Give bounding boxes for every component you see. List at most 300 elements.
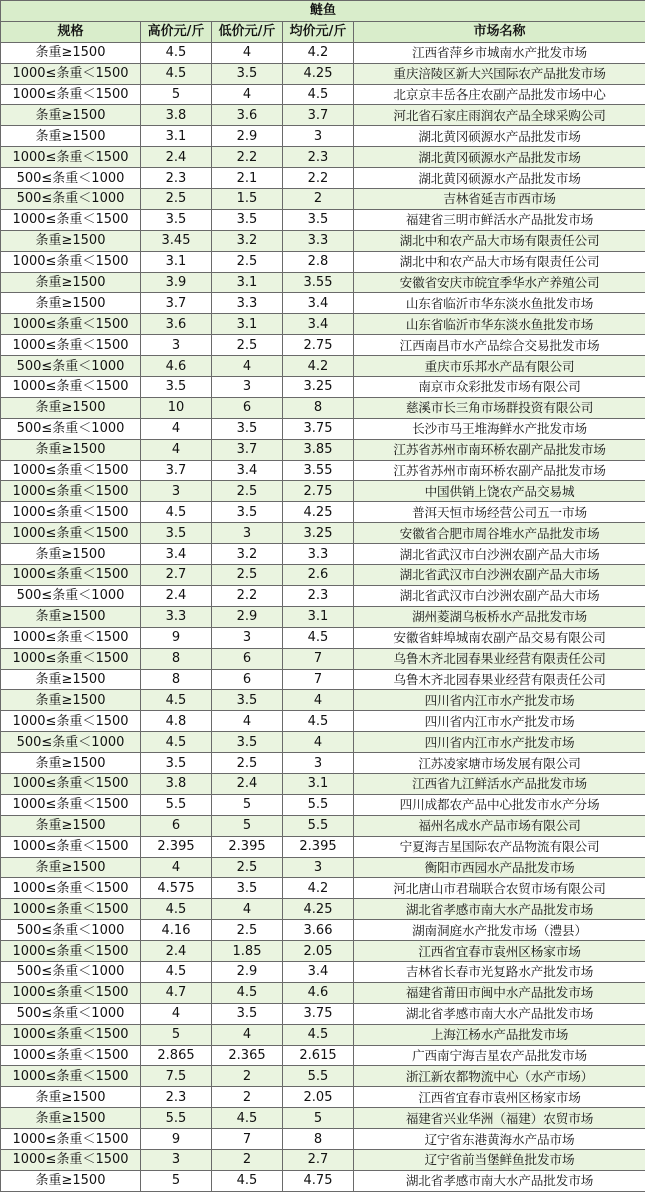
avg-price-cell: 3.4 (283, 961, 354, 982)
high-price-cell: 4 (141, 857, 212, 878)
avg-price-cell: 3.55 (283, 460, 354, 481)
high-price-cell: 4.7 (141, 982, 212, 1003)
avg-price-cell: 2.05 (283, 941, 354, 962)
market-name-cell: 湖北省孝感市南大水产品批发市场 (354, 899, 645, 920)
spec-cell: 500≤条重＜1000 (1, 168, 141, 189)
market-name-cell: 安徽省安庆市皖宜季华水产养殖公司 (354, 272, 645, 293)
table-row (1, 1129, 645, 1150)
low-price-cell: 2.5 (212, 857, 283, 878)
table-row (1, 356, 645, 377)
spec-cell: 1000≤条重＜1500 (1, 460, 141, 481)
market-name-cell: 湖北省武汉市白沙洲农副产品大市场 (354, 565, 645, 586)
header-high-price: 高价元/斤 (141, 21, 212, 42)
spec-cell: 1000≤条重＜1500 (1, 502, 141, 523)
avg-price-cell: 2.8 (283, 251, 354, 272)
avg-price-cell: 3.7 (283, 105, 354, 126)
low-price-cell: 3 (212, 627, 283, 648)
avg-price-cell: 2.615 (283, 1045, 354, 1066)
avg-price-cell: 3.4 (283, 293, 354, 314)
high-price-cell: 6 (141, 815, 212, 836)
avg-price-cell: 2 (283, 189, 354, 210)
high-price-cell: 2.865 (141, 1045, 212, 1066)
low-price-cell: 4.5 (212, 1108, 283, 1129)
high-price-cell: 4.5 (141, 690, 212, 711)
table-row (1, 773, 645, 794)
market-name-cell: 四川省内江市水产批发市场 (354, 732, 645, 753)
high-price-cell: 10 (141, 397, 212, 418)
spec-cell: 条重≥1500 (1, 815, 141, 836)
low-price-cell: 2.5 (212, 335, 283, 356)
table-row (1, 377, 645, 398)
table-row (1, 565, 645, 586)
avg-price-cell: 3.1 (283, 606, 354, 627)
avg-price-cell: 2.3 (283, 585, 354, 606)
high-price-cell: 7.5 (141, 1066, 212, 1087)
spec-cell: 条重≥1500 (1, 606, 141, 627)
spec-cell: 1000≤条重＜1500 (1, 377, 141, 398)
high-price-cell: 2.4 (141, 941, 212, 962)
avg-price-cell: 3.3 (283, 230, 354, 251)
low-price-cell: 4 (212, 84, 283, 105)
table-row (1, 899, 645, 920)
table-row (1, 669, 645, 690)
market-name-cell: 江西省宜春市袁州区杨家市场 (354, 1087, 645, 1108)
high-price-cell: 3.8 (141, 773, 212, 794)
spec-cell: 1000≤条重＜1500 (1, 1149, 141, 1170)
low-price-cell: 3.5 (212, 502, 283, 523)
high-price-cell: 2.5 (141, 189, 212, 210)
avg-price-cell: 4.5 (283, 711, 354, 732)
market-name-cell: 乌鲁木齐北园春果业经营有限责任公司 (354, 669, 645, 690)
high-price-cell: 4.6 (141, 356, 212, 377)
market-name-cell: 南京市众彩批发市场有限公司 (354, 377, 645, 398)
low-price-cell: 4 (212, 899, 283, 920)
avg-price-cell: 2.2 (283, 168, 354, 189)
spec-cell: 500≤条重＜1000 (1, 418, 141, 439)
spec-cell: 条重≥1500 (1, 753, 141, 774)
low-price-cell: 3.1 (212, 314, 283, 335)
avg-price-cell: 3.75 (283, 1003, 354, 1024)
high-price-cell: 4.5 (141, 502, 212, 523)
high-price-cell: 3.3 (141, 606, 212, 627)
low-price-cell: 3.5 (212, 209, 283, 230)
low-price-cell: 7 (212, 1129, 283, 1150)
market-name-cell: 安徽省蚌埠城南农副产品交易有限公司 (354, 627, 645, 648)
high-price-cell: 3.5 (141, 753, 212, 774)
spec-cell: 条重≥1500 (1, 126, 141, 147)
spec-cell: 1000≤条重＜1500 (1, 565, 141, 586)
table-row (1, 920, 645, 941)
low-price-cell: 3 (212, 523, 283, 544)
avg-price-cell: 4.75 (283, 1170, 354, 1191)
market-name-cell: 浙江新农都物流中心（水产市场） (354, 1066, 645, 1087)
low-price-cell: 3.5 (212, 732, 283, 753)
avg-price-cell: 3.4 (283, 314, 354, 335)
high-price-cell: 2.4 (141, 147, 212, 168)
table-row (1, 794, 645, 815)
market-name-cell: 长沙市马王堆海鲜水产批发市场 (354, 418, 645, 439)
spec-cell: 1000≤条重＜1500 (1, 1045, 141, 1066)
low-price-cell: 4 (212, 42, 283, 63)
high-price-cell: 4.575 (141, 878, 212, 899)
avg-price-cell: 2.6 (283, 565, 354, 586)
avg-price-cell: 3.3 (283, 544, 354, 565)
spec-cell: 1000≤条重＜1500 (1, 481, 141, 502)
spec-cell: 条重≥1500 (1, 544, 141, 565)
market-name-cell: 四川省内江市水产批发市场 (354, 690, 645, 711)
spec-cell: 1000≤条重＜1500 (1, 335, 141, 356)
avg-price-cell: 4.5 (283, 1024, 354, 1045)
table-row (1, 982, 645, 1003)
table-row (1, 1108, 645, 1129)
spec-cell: 1000≤条重＜1500 (1, 878, 141, 899)
avg-price-cell: 4 (283, 690, 354, 711)
market-name-cell: 宁夏海吉星国际农产品物流有限公司 (354, 836, 645, 857)
market-name-cell: 江西省宜春市袁州区杨家市场 (354, 941, 645, 962)
spec-cell: 1000≤条重＜1500 (1, 84, 141, 105)
low-price-cell: 2.1 (212, 168, 283, 189)
spec-cell: 1000≤条重＜1500 (1, 982, 141, 1003)
low-price-cell: 2 (212, 1087, 283, 1108)
market-name-cell: 上海江杨水产品批发市场 (354, 1024, 645, 1045)
market-name-cell: 湖北省武汉市白沙洲农副产品大市场 (354, 544, 645, 565)
low-price-cell: 6 (212, 397, 283, 418)
spec-cell: 1000≤条重＜1500 (1, 209, 141, 230)
high-price-cell: 4.5 (141, 732, 212, 753)
table-row (1, 857, 645, 878)
market-name-cell: 江西省九江鲜活水产品批发市场 (354, 773, 645, 794)
table-row (1, 168, 645, 189)
table-row (1, 1087, 645, 1108)
high-price-cell: 5 (141, 1170, 212, 1191)
avg-price-cell: 3.66 (283, 920, 354, 941)
market-name-cell: 湖北黄冈硕源水产品批发市场 (354, 147, 645, 168)
table-row (1, 230, 645, 251)
market-name-cell: 江苏省苏州市南环桥农副产品批发市场 (354, 460, 645, 481)
table-row (1, 460, 645, 481)
spec-cell: 条重≥1500 (1, 105, 141, 126)
low-price-cell: 2.5 (212, 920, 283, 941)
table-row (1, 418, 645, 439)
high-price-cell: 2.3 (141, 168, 212, 189)
high-price-cell: 3.1 (141, 251, 212, 272)
high-price-cell: 3.5 (141, 523, 212, 544)
market-name-cell: 湖北省武汉市白沙洲农副产品大市场 (354, 585, 645, 606)
avg-price-cell: 5.5 (283, 815, 354, 836)
market-name-cell: 福建省兴业华洲（福建）农贸市场 (354, 1108, 645, 1129)
low-price-cell: 4.5 (212, 1170, 283, 1191)
market-name-cell: 吉林省延吉市西市场 (354, 189, 645, 210)
spec-cell: 条重≥1500 (1, 230, 141, 251)
spec-cell: 1000≤条重＜1500 (1, 147, 141, 168)
high-price-cell: 4.5 (141, 899, 212, 920)
spec-cell: 条重≥1500 (1, 690, 141, 711)
avg-price-cell: 2.75 (283, 335, 354, 356)
market-name-cell: 山东省临沂市华东淡水鱼批发市场 (354, 314, 645, 335)
spec-cell: 条重≥1500 (1, 272, 141, 293)
spec-cell: 500≤条重＜1000 (1, 1003, 141, 1024)
spec-cell: 1000≤条重＜1500 (1, 711, 141, 732)
table-row (1, 941, 645, 962)
avg-price-cell: 4 (283, 732, 354, 753)
table-title: 鲢鱼 (1, 1, 645, 22)
avg-price-cell: 4.2 (283, 42, 354, 63)
spec-cell: 条重≥1500 (1, 1087, 141, 1108)
high-price-cell: 8 (141, 648, 212, 669)
table-row (1, 815, 645, 836)
low-price-cell: 6 (212, 669, 283, 690)
low-price-cell: 1.85 (212, 941, 283, 962)
market-name-cell: 重庆市乐邦水产品有限公司 (354, 356, 645, 377)
low-price-cell: 3.5 (212, 690, 283, 711)
high-price-cell: 9 (141, 627, 212, 648)
high-price-cell: 3 (141, 481, 212, 502)
low-price-cell: 6 (212, 648, 283, 669)
table-row (1, 209, 645, 230)
table-row (1, 878, 645, 899)
table-row (1, 961, 645, 982)
spec-cell: 1000≤条重＜1500 (1, 836, 141, 857)
high-price-cell: 3.8 (141, 105, 212, 126)
low-price-cell: 4.5 (212, 982, 283, 1003)
low-price-cell: 2 (212, 1149, 283, 1170)
avg-price-cell: 8 (283, 1129, 354, 1150)
high-price-cell: 3.7 (141, 460, 212, 481)
low-price-cell: 4 (212, 1024, 283, 1045)
low-price-cell: 2.5 (212, 251, 283, 272)
low-price-cell: 3.7 (212, 439, 283, 460)
market-name-cell: 湖北黄冈硕源水产品批发市场 (354, 168, 645, 189)
market-name-cell: 慈溪市长三角市场群投资有限公司 (354, 397, 645, 418)
avg-price-cell: 4.5 (283, 84, 354, 105)
high-price-cell: 4 (141, 418, 212, 439)
table-row (1, 84, 645, 105)
table-row (1, 105, 645, 126)
high-price-cell: 3.6 (141, 314, 212, 335)
header-spec: 规格 (1, 21, 141, 42)
high-price-cell: 3.45 (141, 230, 212, 251)
avg-price-cell: 3.55 (283, 272, 354, 293)
low-price-cell: 2.395 (212, 836, 283, 857)
avg-price-cell: 4.6 (283, 982, 354, 1003)
market-name-cell: 普洱天恒市场经营公司五一市场 (354, 502, 645, 523)
avg-price-cell: 4.25 (283, 502, 354, 523)
avg-price-cell: 3.85 (283, 439, 354, 460)
low-price-cell: 2.5 (212, 565, 283, 586)
header-avg-price: 均价元/斤 (283, 21, 354, 42)
table-row (1, 314, 645, 335)
table-row (1, 1003, 645, 1024)
table-row (1, 1170, 645, 1191)
spec-cell: 条重≥1500 (1, 857, 141, 878)
market-name-cell: 湖北省孝感市南大水产品批发市场 (354, 1170, 645, 1191)
market-name-cell: 辽宁省东港黄海水产品市场 (354, 1129, 645, 1150)
market-name-cell: 福建省莆田市闽中水产品批发市场 (354, 982, 645, 1003)
low-price-cell: 2.9 (212, 606, 283, 627)
high-price-cell: 4.5 (141, 961, 212, 982)
high-price-cell: 5.5 (141, 794, 212, 815)
header-low-price: 低价元/斤 (212, 21, 283, 42)
low-price-cell: 3.5 (212, 63, 283, 84)
low-price-cell: 3.5 (212, 418, 283, 439)
table-row (1, 272, 645, 293)
high-price-cell: 2.395 (141, 836, 212, 857)
avg-price-cell: 2.3 (283, 147, 354, 168)
table-row (1, 42, 645, 63)
market-name-cell: 河北唐山市君瑞联合农贸市场有限公司 (354, 878, 645, 899)
spec-cell: 1000≤条重＜1500 (1, 773, 141, 794)
spec-cell: 条重≥1500 (1, 1108, 141, 1129)
avg-price-cell: 2.05 (283, 1087, 354, 1108)
header-market-name: 市场名称 (354, 21, 645, 42)
header-row (1, 21, 645, 42)
avg-price-cell: 3 (283, 753, 354, 774)
low-price-cell: 2.2 (212, 147, 283, 168)
avg-price-cell: 7 (283, 648, 354, 669)
avg-price-cell: 3 (283, 857, 354, 878)
spec-cell: 条重≥1500 (1, 1170, 141, 1191)
table-row (1, 335, 645, 356)
table-row (1, 126, 645, 147)
high-price-cell: 5 (141, 1024, 212, 1045)
low-price-cell: 3.5 (212, 878, 283, 899)
table-row (1, 585, 645, 606)
high-price-cell: 4.5 (141, 63, 212, 84)
avg-price-cell: 3.75 (283, 418, 354, 439)
market-name-cell: 湖州菱湖乌板桥水产品批发市场 (354, 606, 645, 627)
market-name-cell: 湖北中和农产品大市场有限责任公司 (354, 251, 645, 272)
table-row (1, 648, 645, 669)
spec-cell: 条重≥1500 (1, 669, 141, 690)
table-row (1, 1045, 645, 1066)
market-name-cell: 湖南洞庭水产批发市场（澧县） (354, 920, 645, 941)
market-name-cell: 重庆涪陵区新大兴国际农产品批发市场 (354, 63, 645, 84)
low-price-cell: 2.9 (212, 961, 283, 982)
low-price-cell: 3.1 (212, 272, 283, 293)
market-name-cell: 江苏凌家塘市场发展有限公司 (354, 753, 645, 774)
high-price-cell: 2.4 (141, 585, 212, 606)
spec-cell: 500≤条重＜1000 (1, 961, 141, 982)
spec-cell: 1000≤条重＜1500 (1, 1024, 141, 1045)
avg-price-cell: 3.5 (283, 209, 354, 230)
low-price-cell: 3 (212, 377, 283, 398)
market-name-cell: 广西南宁海吉星农产品批发市场 (354, 1045, 645, 1066)
avg-price-cell: 5.5 (283, 794, 354, 815)
spec-cell: 1000≤条重＜1500 (1, 523, 141, 544)
high-price-cell: 2.7 (141, 565, 212, 586)
market-name-cell: 湖北省孝感市南大水产品批发市场 (354, 1003, 645, 1024)
spec-cell: 条重≥1500 (1, 42, 141, 63)
high-price-cell: 4 (141, 1003, 212, 1024)
high-price-cell: 2.3 (141, 1087, 212, 1108)
low-price-cell: 5 (212, 794, 283, 815)
table-row (1, 481, 645, 502)
high-price-cell: 3 (141, 335, 212, 356)
market-name-cell: 江苏省苏州市南环桥农副产品批发市场 (354, 439, 645, 460)
spec-cell: 1000≤条重＜1500 (1, 251, 141, 272)
avg-price-cell: 4.25 (283, 63, 354, 84)
market-name-cell: 北京京丰岳各庄农副产品批发市场中心 (354, 84, 645, 105)
market-name-cell: 四川省内江市水产批发市场 (354, 711, 645, 732)
market-name-cell: 衡阳市西园水产品批发市场 (354, 857, 645, 878)
spec-cell: 1000≤条重＜1500 (1, 1129, 141, 1150)
avg-price-cell: 3.25 (283, 377, 354, 398)
market-name-cell: 河北省石家庄雨润农产品全球采购公司 (354, 105, 645, 126)
market-name-cell: 辽宁省前当堡鲜鱼批发市场 (354, 1149, 645, 1170)
low-price-cell: 2.5 (212, 481, 283, 502)
spec-cell: 条重≥1500 (1, 293, 141, 314)
spec-cell: 1000≤条重＜1500 (1, 794, 141, 815)
table-row (1, 189, 645, 210)
high-price-cell: 5.5 (141, 1108, 212, 1129)
low-price-cell: 2.4 (212, 773, 283, 794)
avg-price-cell: 7 (283, 669, 354, 690)
low-price-cell: 3.2 (212, 230, 283, 251)
table-row (1, 439, 645, 460)
market-name-cell: 湖北黄冈硕源水产品批发市场 (354, 126, 645, 147)
high-price-cell: 8 (141, 669, 212, 690)
avg-price-cell: 5.5 (283, 1066, 354, 1087)
spec-cell: 500≤条重＜1000 (1, 356, 141, 377)
table-row (1, 732, 645, 753)
market-name-cell: 吉林省长春市光复路水产批发市场 (354, 961, 645, 982)
high-price-cell: 4.8 (141, 711, 212, 732)
table-row (1, 690, 645, 711)
spec-cell: 条重≥1500 (1, 439, 141, 460)
high-price-cell: 3.1 (141, 126, 212, 147)
table-row (1, 753, 645, 774)
high-price-cell: 3.5 (141, 209, 212, 230)
low-price-cell: 3.5 (212, 1003, 283, 1024)
spec-cell: 1000≤条重＜1500 (1, 314, 141, 335)
high-price-cell: 4.16 (141, 920, 212, 941)
table-row (1, 63, 645, 84)
table-row (1, 251, 645, 272)
spec-cell: 500≤条重＜1000 (1, 920, 141, 941)
spec-cell: 1000≤条重＜1500 (1, 941, 141, 962)
avg-price-cell: 3.25 (283, 523, 354, 544)
low-price-cell: 2.5 (212, 753, 283, 774)
spec-cell: 1000≤条重＜1500 (1, 899, 141, 920)
avg-price-cell: 4.25 (283, 899, 354, 920)
high-price-cell: 3.9 (141, 272, 212, 293)
avg-price-cell: 3 (283, 126, 354, 147)
high-price-cell: 4.5 (141, 42, 212, 63)
market-name-cell: 中国供销上饶农产品交易城 (354, 481, 645, 502)
table-row (1, 147, 645, 168)
avg-price-cell: 2.7 (283, 1149, 354, 1170)
spec-cell: 1000≤条重＜1500 (1, 1066, 141, 1087)
low-price-cell: 3.2 (212, 544, 283, 565)
market-name-cell: 山东省临沂市华东淡水鱼批发市场 (354, 293, 645, 314)
high-price-cell: 3.5 (141, 377, 212, 398)
low-price-cell: 5 (212, 815, 283, 836)
low-price-cell: 2.365 (212, 1045, 283, 1066)
table-row (1, 544, 645, 565)
high-price-cell: 4 (141, 439, 212, 460)
table-row (1, 836, 645, 857)
spec-cell: 500≤条重＜1000 (1, 732, 141, 753)
table-row (1, 397, 645, 418)
table-row (1, 606, 645, 627)
table-row (1, 1149, 645, 1170)
avg-price-cell: 4.2 (283, 878, 354, 899)
market-name-cell: 福建省三明市鲜活水产品批发市场 (354, 209, 645, 230)
spec-cell: 500≤条重＜1000 (1, 585, 141, 606)
avg-price-cell: 2.395 (283, 836, 354, 857)
market-name-cell: 江西省萍乡市城南水产批发市场 (354, 42, 645, 63)
low-price-cell: 4 (212, 711, 283, 732)
